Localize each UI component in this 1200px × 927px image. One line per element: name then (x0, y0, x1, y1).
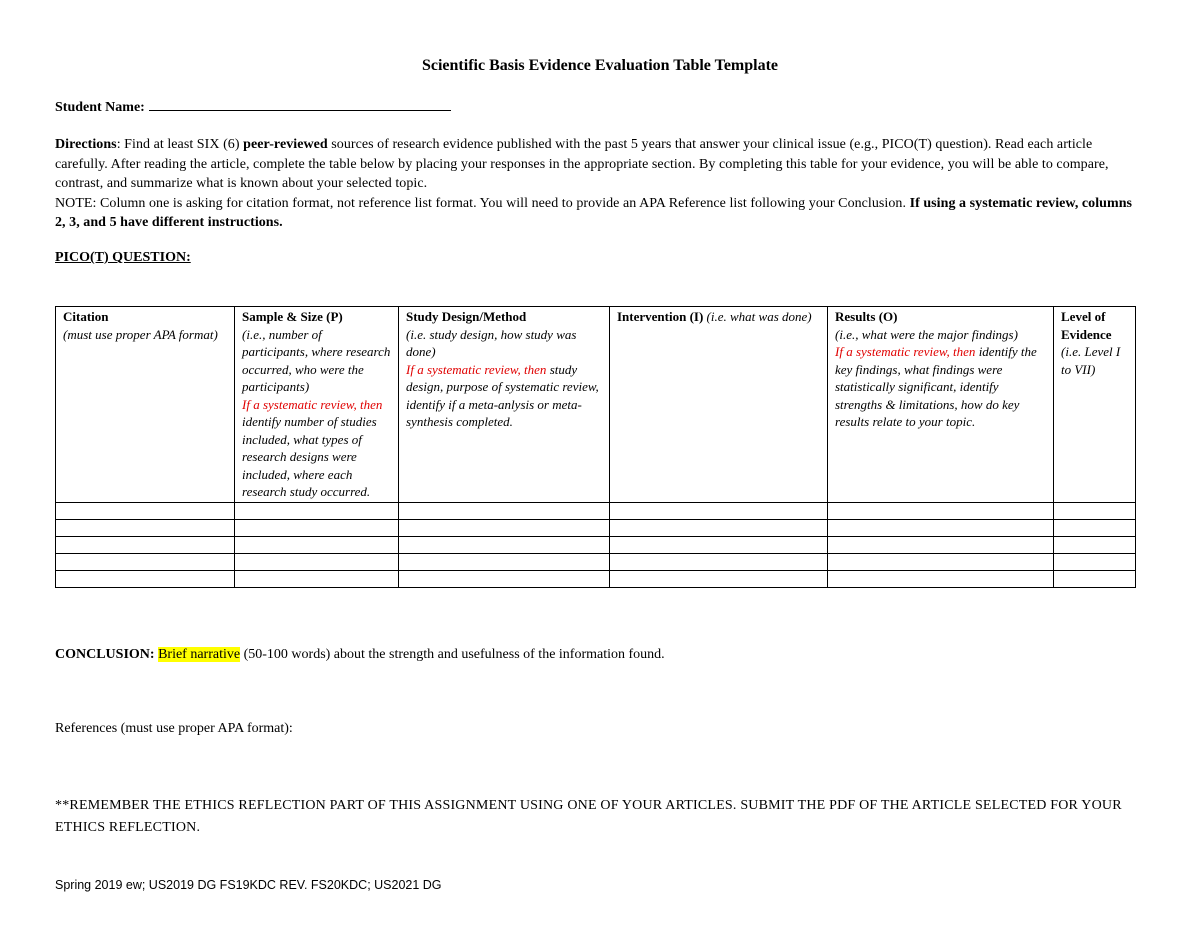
table-cell[interactable] (235, 502, 399, 519)
header-cell-sample-size (235, 307, 399, 503)
table-cell[interactable] (56, 536, 235, 553)
table-cell[interactable] (56, 502, 235, 519)
table-cell[interactable] (828, 570, 1054, 587)
systematic-review-instructions: identify the key findings, what findings were statistically significant, identify strengths & limitations, how do key results relate to your topic. (835, 344, 1037, 429)
note-paragraph (55, 194, 1145, 233)
note-text: NOTE: Column one is asking for citation format, not reference list format. You will need to provide an APA Reference list following your Conclusion. (55, 195, 910, 211)
header-cell-results (828, 307, 1054, 503)
directions-label: Directions (55, 137, 117, 152)
conclusion-line (55, 647, 665, 663)
column-header: Study Design/Method (406, 309, 527, 324)
conclusion-text: (50-100 words) about the strength and usefulness of the information found. (240, 647, 665, 662)
table-cell[interactable] (1054, 536, 1136, 553)
table-cell[interactable] (610, 553, 828, 570)
directions-text-1: : Find at least SIX (6) (116, 137, 244, 152)
table-row (56, 502, 1136, 519)
table-cell[interactable] (235, 536, 399, 553)
directions-text-2: sources of research evidence published with the past 5 years that answer your clinical issue (e.g., PICO(T) question). Read each article carefully. After reading the article, complete the table below by placing your responses in the appropriate section. By completing this table for your evidence, you will be able to compare, contrast, and summarize what is known about your selected topic. (55, 137, 1109, 191)
table-cell[interactable] (1054, 553, 1136, 570)
table-cell[interactable] (610, 519, 828, 536)
column-hint: (i.e., what were the major findings) (835, 326, 1018, 342)
pico-question-label: PICO(T) QUESTION: (55, 250, 191, 265)
systematic-review-note: If a systematic review, then (242, 396, 383, 412)
systematic-review-note: If a systematic review, then (406, 361, 547, 377)
table-cell[interactable] (235, 553, 399, 570)
table-cell[interactable] (828, 502, 1054, 519)
table-cell[interactable] (399, 519, 610, 536)
header-cell-study-design (399, 307, 610, 503)
conclusion-highlight: Brief narrative (158, 647, 241, 662)
directions-block (55, 135, 1145, 233)
table-cell[interactable] (1054, 502, 1136, 519)
table-row (56, 536, 1136, 553)
column-hint: (i.e. study design, how study was done) (406, 326, 577, 359)
table-cell[interactable] (56, 553, 235, 570)
student-name-blank-line (149, 96, 451, 111)
table-cell[interactable] (610, 502, 828, 519)
column-hint: (i.e., number of participants, where research occurred, who were the participants) (242, 326, 391, 394)
column-hint: (i.e. what was done) (703, 309, 812, 324)
table-cell[interactable] (56, 519, 235, 536)
table-cell[interactable] (828, 519, 1054, 536)
header-cell-citation (56, 307, 235, 503)
column-header: Intervention (I) (617, 309, 704, 324)
column-header: Citation (63, 309, 109, 324)
directions-paragraph (55, 135, 1145, 194)
systematic-review-instructions: identify number of studies included, what types of research designs were included, where each research study occurred. (242, 414, 377, 499)
table-cell[interactable] (610, 570, 828, 587)
note-bold-text: If using a systematic review, columns 2, 3, and 5 have different instructions. (55, 195, 1133, 230)
table-cell[interactable] (828, 536, 1054, 553)
evidence-table (55, 306, 1136, 588)
table-cell[interactable] (399, 553, 610, 570)
header-cell-intervention (610, 307, 828, 503)
peer-reviewed-text: peer-reviewed (243, 137, 328, 152)
table-header-row (56, 307, 1136, 503)
table-cell[interactable] (56, 570, 235, 587)
references-label: References (must use proper APA format): (55, 721, 293, 736)
column-header: Sample & Size (P) (242, 309, 343, 324)
systematic-review-note: If a systematic review, then (835, 344, 976, 359)
table-cell[interactable] (610, 536, 828, 553)
column-header: Level of Evidence (1061, 309, 1112, 342)
page-title: Scientific Basis Evidence Evaluation Table Template (421, 57, 779, 74)
table-row (56, 570, 1136, 587)
table-cell[interactable] (1054, 570, 1136, 587)
table-cell[interactable] (399, 536, 610, 553)
conclusion-label: CONCLUSION: (55, 647, 155, 662)
table-row (56, 519, 1136, 536)
systematic-review-instructions: study design, purpose of systematic review, identify if a meta-anlysis or meta-synthesis completed. (406, 361, 599, 429)
column-hint: (i.e. Level I to VII) (1061, 344, 1121, 377)
student-name-row (55, 96, 451, 116)
page-footer: Spring 2019 ew; US2019 DG FS19KDC REV. FS20KDC; US2021 DG (55, 878, 442, 892)
table-cell[interactable] (235, 519, 399, 536)
student-name-label: Student Name: (55, 100, 145, 115)
table-cell[interactable] (828, 553, 1054, 570)
column-hint: (must use proper APA format) (63, 326, 218, 342)
header-cell-level-of-evidence (1054, 307, 1136, 503)
table-row (56, 553, 1136, 570)
ethics-reminder: **REMEMBER THE ETHICS REFLECTION PART OF THIS ASSIGNMENT USING ONE OF YOUR ARTICLES. SUBMIT THE PDF OF THE ARTICLE SELECTED FOR YOUR ETHICS REFLECTION. (55, 798, 1122, 835)
column-header: Results (O) (835, 309, 898, 324)
table-cell[interactable] (399, 502, 610, 519)
table-cell[interactable] (1054, 519, 1136, 536)
table-cell[interactable] (235, 570, 399, 587)
table-cell[interactable] (399, 570, 610, 587)
